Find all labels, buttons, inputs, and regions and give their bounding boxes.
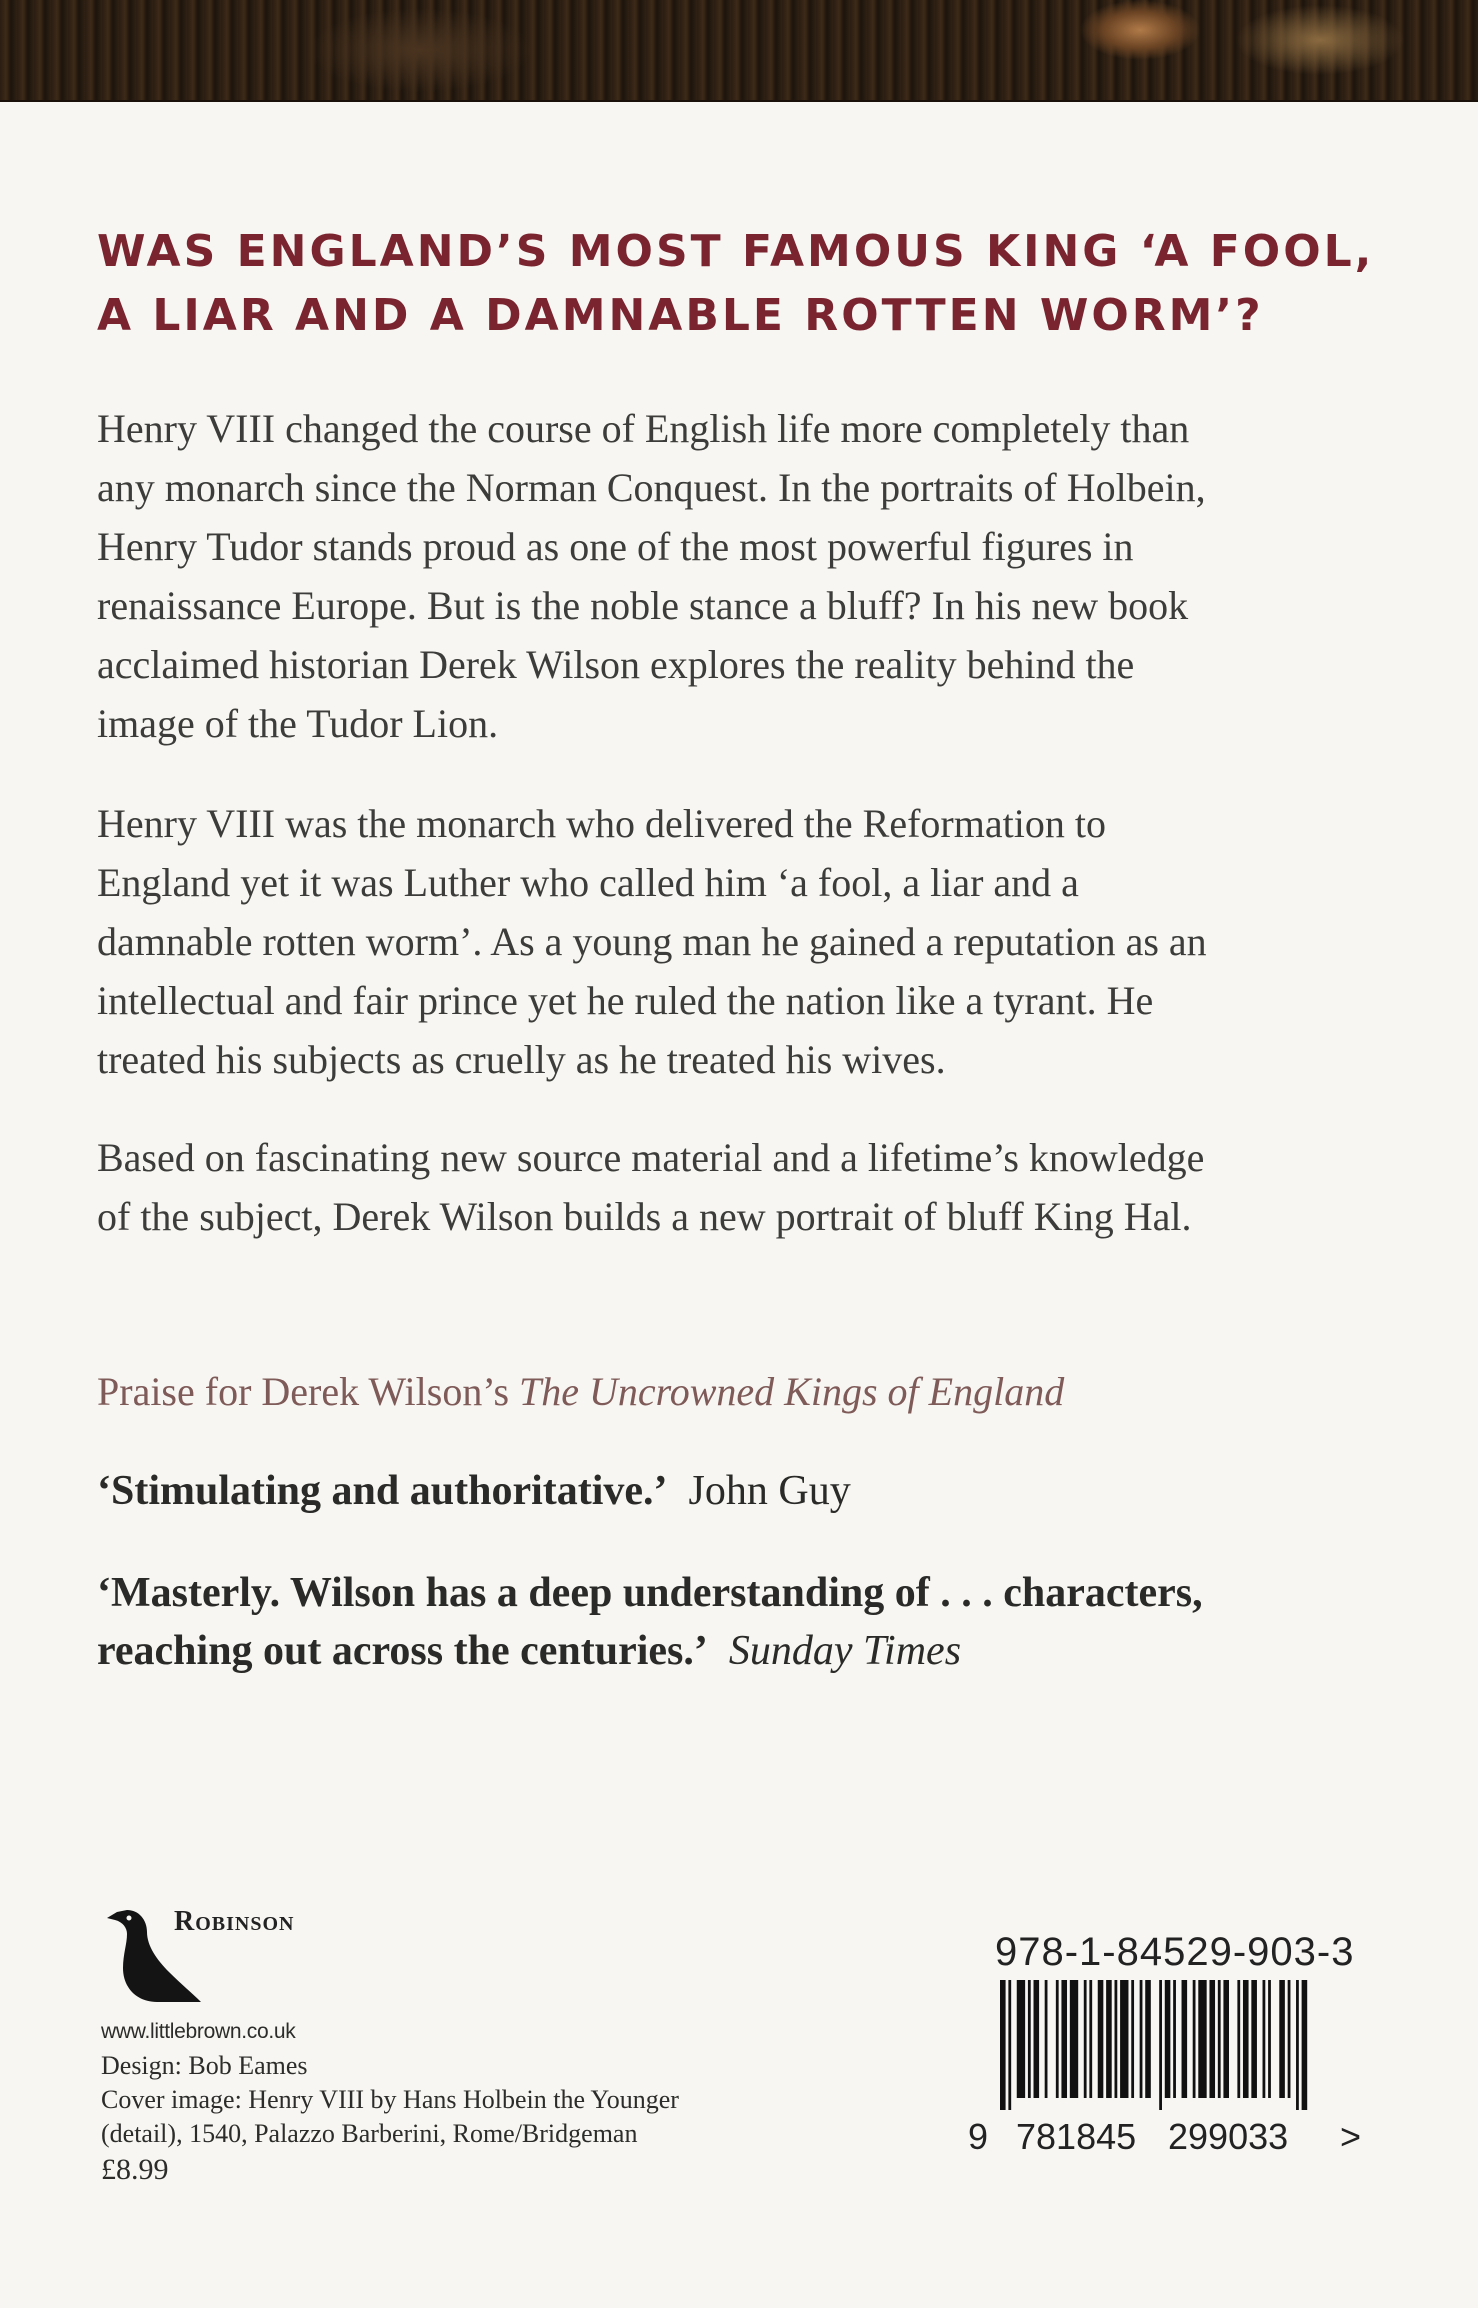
- text-line: Based on fascinating new source material and a lifetime’s knowledge: [97, 1135, 1205, 1180]
- quote-text: ‘Stimulating and authoritative.’: [97, 1468, 668, 1514]
- quote-text-line-2: reaching out across the centuries.’: [97, 1628, 708, 1674]
- text-line: any monarch since the Norman Conquest. In the portraits of Holbein,: [97, 465, 1206, 510]
- barcode-bar: [1000, 1980, 1006, 2110]
- barcode-bar: [1131, 1980, 1134, 2098]
- text-line: renaissance Europe. But is the noble stance a bluff? In his new book: [97, 583, 1189, 628]
- headline-line-2: A LIAR AND A DAMNABLE ROTTEN WORM’?: [97, 290, 1264, 341]
- text-line: Henry Tudor stands proud as one of the most powerful figures in: [97, 524, 1134, 569]
- praise-book-title: The Uncrowned Kings of England: [519, 1369, 1065, 1414]
- barcode-digits-left: 781845: [1016, 2116, 1137, 2157]
- text-line: treated his subjects as cruelly as he treated his wives.: [97, 1037, 946, 1082]
- design-credit: Design: Bob Eames: [101, 2051, 308, 2080]
- text-line: intellectual and fair prince yet he ruled the nation like a tyrant. He: [97, 978, 1154, 1023]
- barcode-bar: [1106, 1980, 1112, 2098]
- barcode-bar: [1279, 1980, 1285, 2098]
- review-quote-2: [97, 1564, 1417, 1680]
- text-line: of the subject, Derek Wilson builds a new portrait of bluff King Hal.: [97, 1194, 1192, 1239]
- description-paragraph-2: [97, 794, 1397, 1089]
- barcode-bar: [1098, 1980, 1104, 2098]
- barcode: [968, 1980, 1368, 2170]
- headline-line-1: WAS ENGLAND’S MOST FAMOUS KING ‘A FOOL,: [97, 226, 1375, 277]
- barcode-bar: [1302, 1980, 1308, 2110]
- barcode-bar: [1140, 1980, 1143, 2098]
- description-paragraph-1: [97, 399, 1397, 753]
- barcode-bar: [1223, 1980, 1229, 2098]
- isbn: 978-1-84529-903-3: [995, 1930, 1355, 1974]
- text-line: Henry VIII was the monarch who delivered the Reformation to: [97, 801, 1106, 846]
- barcode-bar: [1159, 1980, 1162, 2110]
- barcode-bar: [1115, 1980, 1118, 2098]
- price: £8.99: [101, 2153, 169, 2186]
- publisher-name: Robinson: [174, 1906, 295, 1937]
- barcode-bar: [1165, 1980, 1171, 2098]
- praise-heading: [97, 1364, 1397, 1420]
- barcode-bar: [1173, 1980, 1176, 2098]
- barcode-bar: [1198, 1980, 1206, 2098]
- text-line: image of the Tudor Lion.: [97, 701, 499, 746]
- cover-credit-line-1: Cover image: Henry VIII by Hans Holbein the Younger: [101, 2085, 679, 2114]
- barcode-digits-right: 299033: [1168, 2116, 1289, 2157]
- barcode-bar: [1218, 1980, 1221, 2098]
- quote-source: Sunday Times: [728, 1628, 962, 1674]
- barcode-bar: [1243, 1980, 1249, 2098]
- barcode-bar: [1056, 1980, 1059, 2098]
- barcode-bar: [1263, 1980, 1266, 2098]
- barcode-bar: [1182, 1980, 1188, 2098]
- barcode-bar: [1008, 1980, 1011, 2110]
- barcode-bar: [1209, 1980, 1215, 2098]
- quote-source: John Guy: [688, 1468, 851, 1514]
- barcode-bar: [1193, 1980, 1196, 2098]
- barcode-arrow: >: [1340, 2116, 1362, 2157]
- text-line: acclaimed historian Derek Wilson explores the reality behind the: [97, 642, 1135, 687]
- barcode-bar: [1237, 1980, 1240, 2098]
- description-paragraph-3: [97, 1128, 1397, 1246]
- text-line: Henry VIII changed the course of English life more completely than: [97, 406, 1190, 451]
- quote-text-line-1: ‘Masterly. Wilson has a deep understanding of . . . characters,: [97, 1570, 1203, 1616]
- text-line: England yet it was Luther who called him ‘a fool, a liar and a: [97, 860, 1079, 905]
- barcode-bars: [1000, 1980, 1310, 2110]
- text-line: damnable rotten worm’. As a young man he gained a reputation as an: [97, 919, 1207, 964]
- barcode-bar: [1061, 1980, 1067, 2098]
- review-quote-1: [97, 1462, 1417, 1520]
- barcode-bar: [1089, 1980, 1092, 2098]
- praise-lead: Praise for Derek Wilson’s: [97, 1369, 520, 1414]
- barcode-bar: [1120, 1980, 1128, 2098]
- barcode-digit-first: 9: [968, 2116, 989, 2157]
- publisher-url: www.littlebrown.co.uk: [101, 2020, 296, 2043]
- barcode-bar: [1145, 1980, 1151, 2098]
- cover-portrait-strip: [0, 0, 1478, 102]
- barcode-bar: [1028, 1980, 1031, 2098]
- barcode-bar: [1251, 1980, 1257, 2098]
- barcode-bar: [1045, 1980, 1048, 2098]
- cover-credit-line-2: (detail), 1540, Palazzo Barberini, Rome/Bridgeman: [101, 2119, 638, 2148]
- barcode-bar: [1084, 1980, 1087, 2098]
- barcode-bar: [1296, 1980, 1299, 2110]
- barcode-bar: [1288, 1980, 1291, 2098]
- barcode-bar: [1070, 1980, 1078, 2098]
- credits: [101, 2015, 821, 2187]
- barcode-bar: [1017, 1980, 1025, 2098]
- headline: [97, 220, 1397, 348]
- barcode-bar: [1034, 1980, 1040, 2098]
- barcode-bar: [1268, 1980, 1271, 2098]
